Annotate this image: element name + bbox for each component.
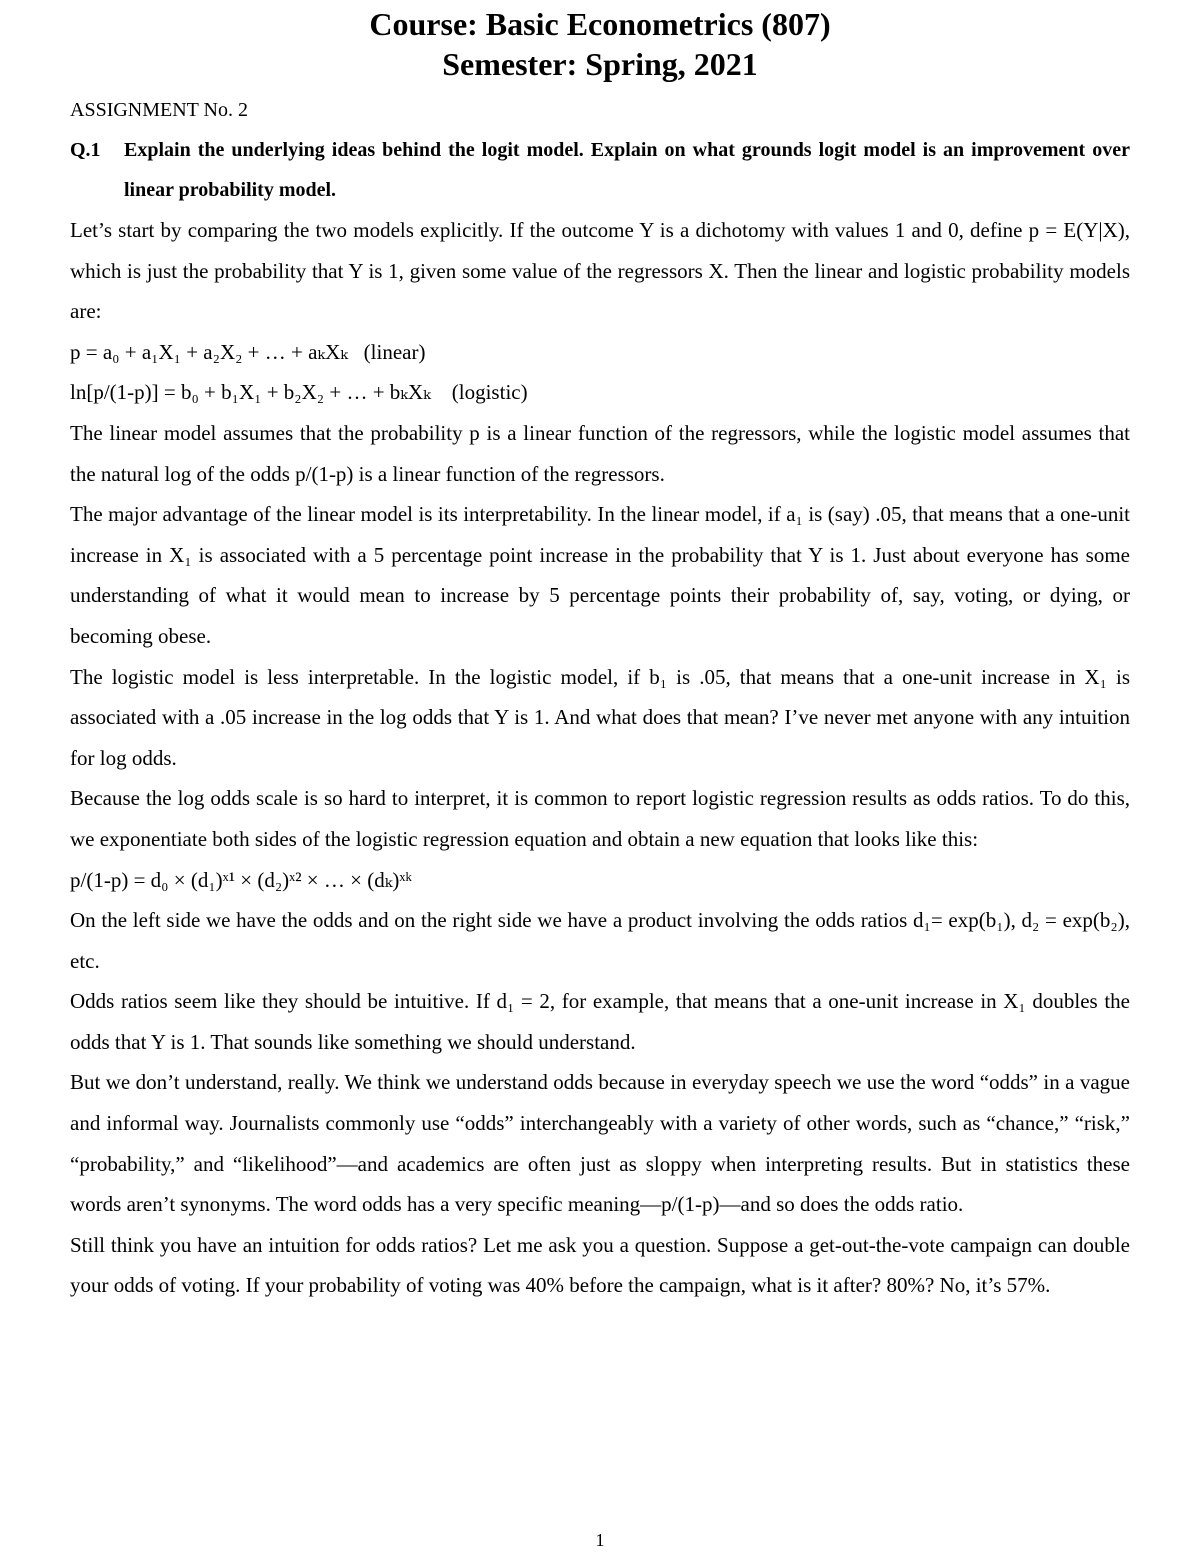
page-number: 1 xyxy=(595,1530,605,1550)
paragraph: But we don’t understand, really. We think we understand odds because in everyday speech we use the word “odds” in a vague and informal way. Journalists commonly use “odds” interchangeably with a variety of other words, such as “chance,” “risk,” “probability,” and “likelihood”—and academics are often just as sloppy when interpreting results. But in statistics these words aren’t synonyms. The word odds has a very specific meaning—p/(1-p)—and so does the odds ratio. xyxy=(70,1070,1130,1217)
paragraph: The major advantage of the linear model is its interpretability. In the linear model, if a₁ is (say) .05, that means that a one-unit increase in X₁ is associated with a 5 percentage point increase in the probability that Y is 1. Just about everyone has some understanding of what it would mean to increase by 5 percentage points their probability of, say, voting, or dying, or becoming obese. xyxy=(70,502,1130,648)
semester-title: Semester: Spring, 2021 xyxy=(442,46,758,82)
linear-equation: p = a₀ + a₁X₁ + a₂X₂ + … + aₖXₖ (linear) xyxy=(70,339,426,364)
paragraph: The logistic model is less interpretable. In the logistic model, if b₁ is .05, that means that a one-unit increase in X₁ is associated with a .05 increase in the log odds that Y is 1. And what does that mean? I’ve never met anyone with any intuition for log odds. xyxy=(70,664,1130,770)
paragraph: Let’s start by comparing the two models explicitly. If the outcome Y is a dichotomy with values 1 and 0, define p = E(Y|X), which is just the probability that Y is 1, given some value of the regressors X. Then the linear and logistic probability models are: xyxy=(70,218,1130,324)
document-page xyxy=(70,0,1130,1306)
logistic-equation: ln[p/(1-p)] = b₀ + b₁X₁ + b₂X₂ + … + bₖXₖ (logistic) xyxy=(70,380,528,405)
question-number: Q.1 xyxy=(70,139,101,161)
question-text: Explain the underlying ideas behind the logit model. Explain on what grounds logit model is an improvement over linear probability model. xyxy=(124,139,1130,201)
assignment-label: ASSIGNMENT No. 2 xyxy=(70,99,248,121)
course-title: Course: Basic Econometrics (807) xyxy=(369,6,831,42)
paragraph: Odds ratios seem like they should be intuitive. If d₁ = 2, for example, that means that a one-unit increase in X₁ doubles the odds that Y is 1. That sounds like something we should understand. xyxy=(70,989,1130,1054)
paragraph: The linear model assumes that the probability p is a linear function of the regressors, while the logistic model assumes that the natural log of the odds p/(1-p) is a linear function of the regressors. xyxy=(70,420,1130,486)
question-heading xyxy=(70,130,1130,210)
paragraph: On the left side we have the odds and on the right side we have a product involving the odds ratios d₁= exp(b₁), d₂ = exp(b₂), etc. xyxy=(70,908,1130,973)
odds-equation: p/(1-p) = d₀ × (d₁)ˣ¹ × (d₂)ˣ² × … × (dₖ)ˣᵏ xyxy=(70,867,413,892)
paragraph: Still think you have an intuition for odds ratios? Let me ask you a question. Suppose a get-out-the-vote campaign can double your odds of voting. If your probability of voting was 40% before the campaign, what is it after? 80%? No, it’s 57%. xyxy=(70,1232,1130,1298)
paragraph: Because the log odds scale is so hard to interpret, it is common to report logistic regression results as odds ratios. To do this, we exponentiate both sides of the logistic regression equation and obtain a new equation that looks like this: xyxy=(70,786,1130,851)
